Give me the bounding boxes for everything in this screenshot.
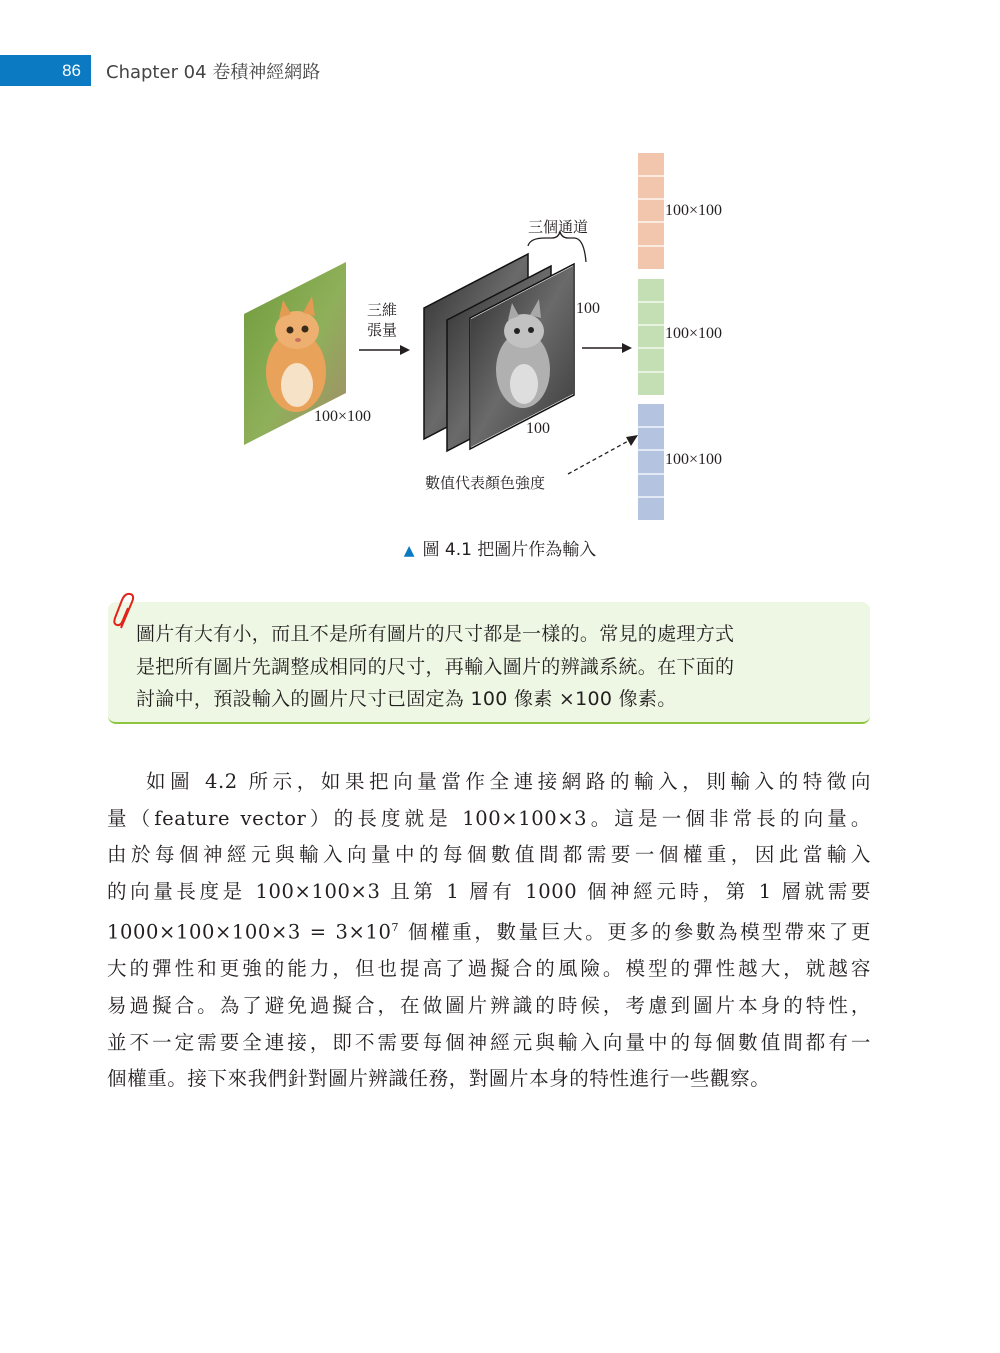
label-three-channels: 三個通道 — [528, 218, 589, 236]
label-tensor-line2: 張量 — [367, 321, 398, 339]
body-line: 的向量長度是 100×100×3 且第 1 層有 1000 個神經元時，第 1 層就需要 — [107, 879, 871, 903]
vector-segment-blue — [638, 404, 664, 520]
equation-rest: 個權重，數量巨大。更多的參數為模型帶來了更 — [399, 920, 871, 944]
label-tensor-line1: 三維 — [367, 301, 398, 319]
body-line: 個權重。接下來我們針對圖片辨識任務，對圖片本身的特性進行一些觀察。 — [107, 1067, 771, 1091]
body-line: 易過擬合。為了避免過擬合，在做圖片辨識的時候，考慮到圖片本身的特性， — [107, 994, 871, 1018]
figure-input-as-image — [0, 0, 1000, 600]
chapter-title: Chapter 04 卷積神經網路 — [106, 62, 321, 83]
label-vec-green: 100×100 — [665, 325, 723, 342]
body-line: 大的彈性和更強的能力，但也提高了過擬合的風險。模型的彈性越大，就越容 — [107, 957, 871, 981]
caption-triangle-icon: ▲ — [403, 543, 415, 559]
label-vec-blue: 100×100 — [665, 451, 723, 468]
body-line: 由於每個神經元與輸入向量中的每個數值間都需要一個權重，因此當輸入 — [107, 843, 871, 867]
note-text — [136, 618, 856, 716]
note-line: 圖片有大有小，而且不是所有圖片的尺寸都是一樣的。常見的處理方式 — [136, 623, 735, 645]
vector-segment-green — [638, 279, 664, 395]
figure-caption — [0, 535, 1000, 560]
equation-exponent: 7 — [391, 921, 400, 935]
label-width-100: 100 — [526, 420, 550, 437]
body-line: 如圖 4.2 所示，如果把向量當作全連接網路的輸入，則輸入的特徵向 — [146, 770, 871, 793]
label-image-size: 100×100 — [314, 408, 372, 425]
label-intensity-note: 數值代表顏色強度 — [425, 474, 546, 492]
arrow-to-vector — [582, 343, 632, 353]
label-height-100: 100 — [576, 300, 600, 317]
body-line: 量（feature vector）的長度就是 100×100×3。這是一個非常長的向量。 — [107, 806, 871, 830]
equation-base: 1000×100×100×3 = 3×10 — [107, 920, 392, 944]
vector-segment-red — [638, 153, 664, 269]
note-line: 討論中，預設輸入的圖片尺寸已固定為 100 像素 ×100 像素。 — [136, 688, 677, 710]
body-line: 並不一定需要全連接，即不需要每個神經元與輸入向量中的每個數值間都有一 — [107, 1030, 871, 1054]
note-line: 是把所有圖片先調整成相同的尺寸，再輸入圖片的辨識系統。在下面的 — [136, 655, 735, 678]
channel-stack — [424, 254, 574, 451]
body-line-equation — [107, 910, 871, 951]
label-vec-red: 100×100 — [665, 202, 723, 219]
caption-text: 圖 4.1 把圖片作為輸入 — [422, 540, 597, 560]
flattened-vector — [638, 153, 664, 520]
arrow-to-tensor — [359, 345, 410, 355]
dashed-arrow-intensity — [568, 435, 638, 474]
page-number: 86 — [62, 61, 81, 80]
body-paragraph — [107, 764, 871, 1098]
